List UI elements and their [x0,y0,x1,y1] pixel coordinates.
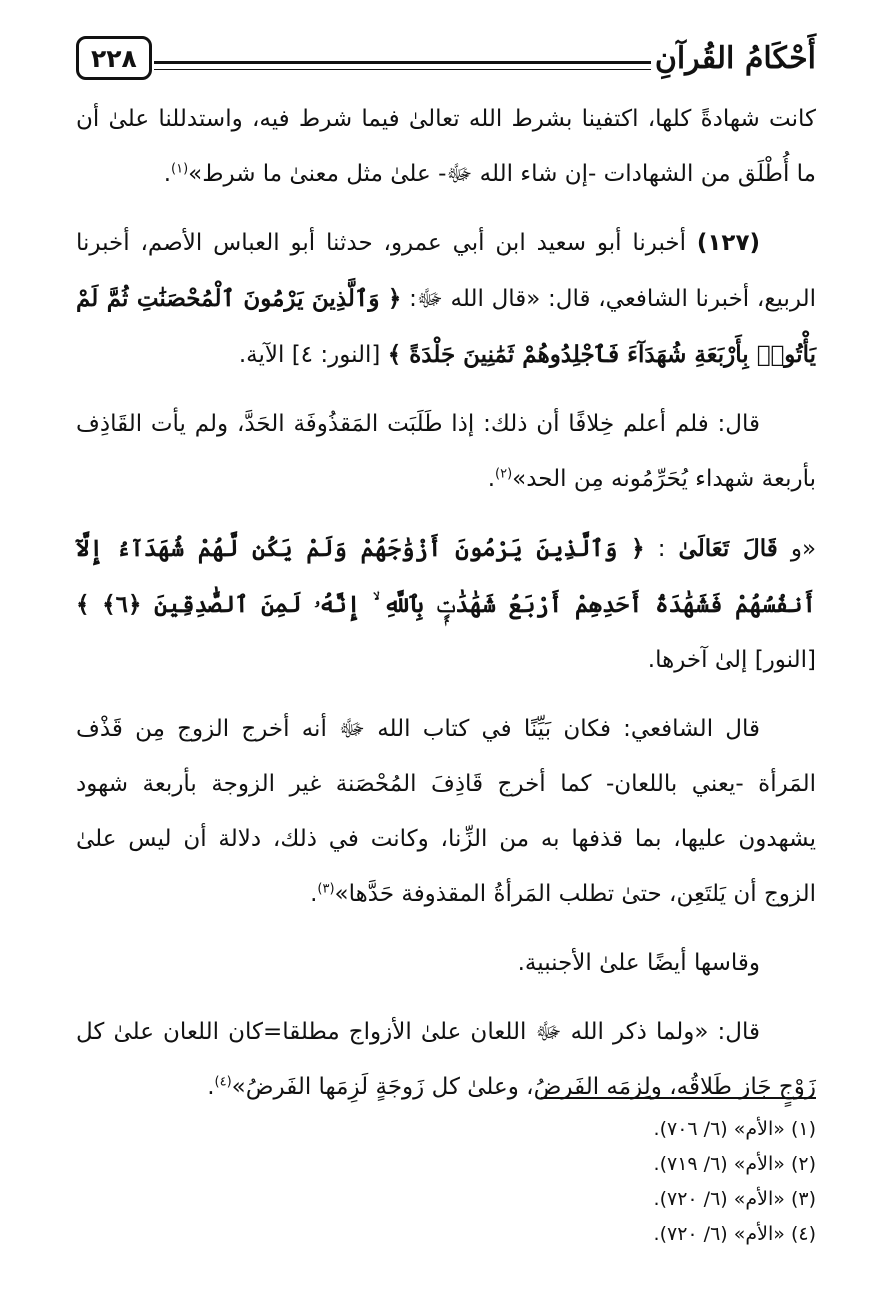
paragraph-4 [76,521,816,688]
page-number: ٢٢٨ [76,36,152,80]
paragraph-text: أخبرنا أبو سعيد ابن أبي عمرو، حدثنا أبو العباس الأصم، أخبرنا الربيع، أخبرنا الشافعي، قال: «قال الله ﷻ: [76,230,816,312]
verse-reference: [النور: ٤] الآية. [238,342,381,368]
period: . [207,1074,215,1100]
footnote-ref-3: (٣) [317,881,335,897]
footnote-text: «الأم» (٦/ ٧٢٠). [653,1223,785,1245]
paragraph-text: قال: فلم أعلم خِلافًا أن ذلك: إذا طَلَبَت المَقذُوفَة الحَدَّ، ولم يأت القَاذِف بأربعة شهداء يُحَرِّمُونه مِن الحد» [76,411,816,492]
period: . [163,161,172,187]
footnote-ref-4: (٤) [214,1074,232,1090]
quote-open: «و [790,536,817,562]
paragraph-6 [76,936,816,991]
footnote-text: «الأم» (٦/ ٧٢٠). [653,1188,785,1210]
footnote-number: (٢) [790,1153,816,1175]
paragraph-1 [76,92,816,202]
paragraph-5 [76,702,816,922]
quran-verse: ﴿ وَٱلَّذِينَ يَرْمُونَ ٱلْمُحْصَنَٰتِ ثُمَّ لَمْ يَأْتُوا۟ بِأَرْبَعَةِ شُهَدَآءَ فَٱجْلِدُوهُمْ ثَمَٰنِينَ جَلْدَةً ﴾ [76,285,816,368]
colon: : [657,536,666,562]
paragraph-text: قال: «ولما ذكر الله ﷻ اللعان علىٰ الأزواج مطلقا=كان اللعان علىٰ كل زَوْجٍ جَاز طَلاقُه، ولِزمَه الفَرضُ، وعلىٰ كل زَوجَةٍ لَزِمَها الفَرضُ» [76,1019,816,1100]
footnotes [76,1112,816,1252]
verse-intro: قَالَ تَعَالَىٰ [678,535,778,562]
footnote-2 [76,1147,816,1182]
page-header [76,30,816,86]
footnote-text: «الأم» (٦/ ٧١٩). [653,1153,785,1175]
running-title: أَحْكَامُ القُرآنِ [654,40,816,76]
footnote-4 [76,1217,816,1252]
footnote-text: «الأم» (٦/ ٧٠٦). [653,1118,785,1140]
paragraph-text: كانت شهادةً كلها، اكتفينا بشرط الله تعالىٰ فيما شرط فيه، واستدللنا علىٰ أن ما أُطْلَق من الشهادات -إن شاء الله ﷻ- علىٰ مثل معنىٰ ما شرط» [76,106,816,187]
narration-number: (١٢٧) [696,230,761,256]
header-rule [154,61,651,70]
period: . [310,881,318,907]
paragraph-text: قال الشافعي: فكان بَيِّنًا في كتاب الله ﷻ أنه أخرج الزوج مِن قَذْف المَرأة -يعني باللعان- كما أخرج قَاذِفَ المُحْصَنة غير الزوجة بأربعة شهود يشهدون عليها، بما قذفها به من الزِّنا، وكانت في ذلك، دلالة أن ليس علىٰ الزوج أن يَلتَعِن، حتىٰ تطلب المَرأةُ المقذوفة حَدَّها» [76,716,816,907]
paragraph-2 [76,216,816,383]
footnote-number: (٣) [790,1188,816,1210]
footnote-1 [76,1112,816,1147]
quran-verse: ﴿ وَٱلَّذِينَ يَرْمُونَ أَزْوَٰجَهُمْ وَلَمْ يَكُن لَّهُمْ شُهَدَآءُ إِلَّآ أَنفُسُهُمْ فَشَهَٰدَةُ أَحَدِهِمْ أَرْبَعُ شَهَٰدَٰتٍۭ بِٱللَّهِ ۙ إِنَّهُۥ لَمِنَ ٱلصَّٰدِقِينَ ﴿٦﴾ ﴾ [76,535,816,618]
footnote-ref-1: (١) [171,161,189,177]
footnote-number: (٤) [790,1223,816,1245]
footnote-ref-2: (٢) [495,466,513,482]
paragraph-text: وقاسها أيضًا علىٰ الأجنبية. [517,950,760,976]
period: . [487,466,496,492]
paragraph-3 [76,397,816,507]
footnote-number: (١) [790,1118,816,1140]
footnote-3 [76,1182,816,1217]
main-text [76,92,816,1129]
footnote-separator [541,1097,816,1099]
verse-reference: [النور] إلىٰ آخرها. [647,647,816,673]
